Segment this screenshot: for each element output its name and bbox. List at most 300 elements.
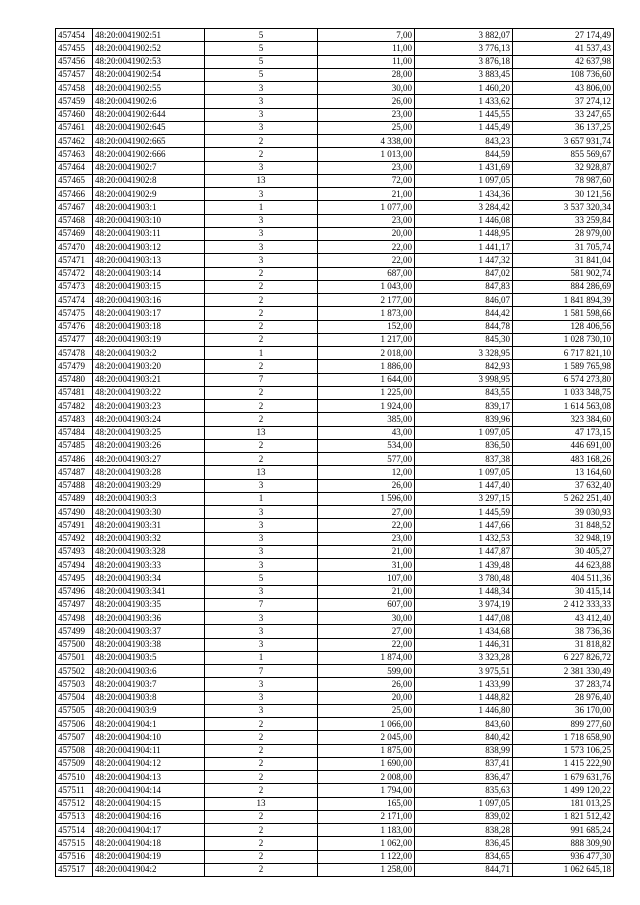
area-cell: 1 596,00: [318, 492, 415, 505]
area-cell: 1 062,00: [318, 837, 415, 850]
group-cell: 3: [205, 82, 318, 95]
cadastral-number-cell: 48:20:0041904:19: [93, 850, 205, 863]
cadastral-value-cell: 1 062 645,18: [513, 863, 614, 876]
cadastral-value-cell: 1 028 730,10: [513, 333, 614, 346]
row-id-cell: 457458: [56, 82, 93, 95]
row-id-cell: 457516: [56, 850, 93, 863]
specific-value-cell: 834,65: [415, 850, 513, 863]
area-cell: 43,00: [318, 426, 415, 439]
row-id-cell: 457499: [56, 625, 93, 638]
table-row: [56, 691, 614, 704]
table-row: [56, 280, 614, 293]
row-id-cell: 457507: [56, 731, 93, 744]
area-cell: 1 225,00: [318, 386, 415, 399]
table-body: [56, 29, 614, 877]
specific-value-cell: 1 441,17: [415, 241, 513, 254]
table-row: [56, 863, 614, 876]
row-id-cell: 457498: [56, 612, 93, 625]
specific-value-cell: 843,55: [415, 386, 513, 399]
group-cell: 3: [205, 585, 318, 598]
specific-value-cell: 1 445,49: [415, 121, 513, 134]
cadastral-number-cell: 48:20:0041903:17: [93, 307, 205, 320]
group-cell: 7: [205, 598, 318, 611]
area-cell: 23,00: [318, 532, 415, 545]
group-cell: 3: [205, 95, 318, 108]
area-cell: 30,00: [318, 82, 415, 95]
row-id-cell: 457514: [56, 824, 93, 837]
row-id-cell: 457512: [56, 797, 93, 810]
row-id-cell: 457477: [56, 333, 93, 346]
area-cell: 577,00: [318, 453, 415, 466]
area-cell: 21,00: [318, 585, 415, 598]
specific-value-cell: 1 448,95: [415, 227, 513, 240]
cadastral-value-cell: 78 987,60: [513, 174, 614, 187]
row-id-cell: 457487: [56, 466, 93, 479]
group-cell: 3: [205, 704, 318, 717]
row-id-cell: 457509: [56, 757, 93, 770]
table-row: [56, 294, 614, 307]
table-row: [56, 598, 614, 611]
table-row: [56, 519, 614, 532]
cadastral-value-cell: 483 168,26: [513, 453, 614, 466]
cadastral-value-cell: 37 283,74: [513, 678, 614, 691]
table-row: [56, 95, 614, 108]
table-row: [56, 651, 614, 664]
group-cell: 3: [205, 479, 318, 492]
group-cell: 2: [205, 307, 318, 320]
cadastral-number-cell: 48:20:0041903:16: [93, 294, 205, 307]
specific-value-cell: 847,83: [415, 280, 513, 293]
group-cell: 5: [205, 42, 318, 55]
area-cell: 12,00: [318, 466, 415, 479]
table-row: [56, 201, 614, 214]
specific-value-cell: 1 448,34: [415, 585, 513, 598]
row-id-cell: 457474: [56, 294, 93, 307]
specific-value-cell: 1 097,05: [415, 466, 513, 479]
row-id-cell: 457482: [56, 400, 93, 413]
cadastral-value-cell: 899 277,60: [513, 718, 614, 731]
area-cell: 23,00: [318, 161, 415, 174]
group-cell: 3: [205, 108, 318, 121]
specific-value-cell: 1 434,36: [415, 188, 513, 201]
cadastral-value-cell: 181 013,25: [513, 797, 614, 810]
cadastral-number-cell: 48:20:0041904:18: [93, 837, 205, 850]
group-cell: 2: [205, 439, 318, 452]
area-cell: 687,00: [318, 267, 415, 280]
cadastral-number-cell: 48:20:0041903:19: [93, 333, 205, 346]
cadastral-value-cell: 39 030,93: [513, 506, 614, 519]
table-row: [56, 29, 614, 42]
specific-value-cell: 836,50: [415, 439, 513, 452]
cadastral-value-cell: 404 511,36: [513, 572, 614, 585]
area-cell: 1 874,00: [318, 651, 415, 664]
row-id-cell: 457481: [56, 386, 93, 399]
area-cell: 21,00: [318, 188, 415, 201]
cadastral-number-cell: 48:20:0041903:30: [93, 506, 205, 519]
cadastral-number-cell: 48:20:0041902:8: [93, 174, 205, 187]
row-id-cell: 457466: [56, 188, 93, 201]
row-id-cell: 457455: [56, 42, 93, 55]
cadastral-number-cell: 48:20:0041904:16: [93, 810, 205, 823]
row-id-cell: 457500: [56, 638, 93, 651]
specific-value-cell: 842,93: [415, 360, 513, 373]
area-cell: 22,00: [318, 254, 415, 267]
table-row: [56, 572, 614, 585]
cadastral-value-cell: 36 137,25: [513, 121, 614, 134]
table-row: [56, 492, 614, 505]
row-id-cell: 457505: [56, 704, 93, 717]
group-cell: 1: [205, 201, 318, 214]
table-row: [56, 638, 614, 651]
cadastral-number-cell: 48:20:0041903:29: [93, 479, 205, 492]
cadastral-number-cell: 48:20:0041903:22: [93, 386, 205, 399]
row-id-cell: 457464: [56, 161, 93, 174]
row-id-cell: 457473: [56, 280, 93, 293]
group-cell: 2: [205, 837, 318, 850]
row-id-cell: 457463: [56, 148, 93, 161]
specific-value-cell: 3 776,13: [415, 42, 513, 55]
group-cell: 2: [205, 280, 318, 293]
cadastral-number-cell: 48:20:0041903:6: [93, 665, 205, 678]
specific-value-cell: 1 446,31: [415, 638, 513, 651]
cadastral-number-cell: 48:20:0041902:666: [93, 148, 205, 161]
row-id-cell: 457468: [56, 214, 93, 227]
cadastral-value-cell: 1 033 348,75: [513, 386, 614, 399]
area-cell: 11,00: [318, 55, 415, 68]
cadastral-value-cell: 6 574 273,80: [513, 373, 614, 386]
area-cell: 2 045,00: [318, 731, 415, 744]
row-id-cell: 457461: [56, 121, 93, 134]
specific-value-cell: 3 974,19: [415, 598, 513, 611]
cadastral-value-cell: 1 415 222,90: [513, 757, 614, 770]
area-cell: 22,00: [318, 241, 415, 254]
row-id-cell: 457511: [56, 784, 93, 797]
group-cell: 3: [205, 121, 318, 134]
specific-value-cell: 838,28: [415, 824, 513, 837]
table-row: [56, 731, 614, 744]
group-cell: 2: [205, 400, 318, 413]
cadastral-value-cell: 6 717 821,10: [513, 347, 614, 360]
row-id-cell: 457479: [56, 360, 93, 373]
table-row: [56, 545, 614, 558]
area-cell: 4 338,00: [318, 135, 415, 148]
specific-value-cell: 1 446,08: [415, 214, 513, 227]
row-id-cell: 457465: [56, 174, 93, 187]
row-id-cell: 457485: [56, 439, 93, 452]
cadastral-number-cell: 48:20:0041903:10: [93, 214, 205, 227]
group-cell: 2: [205, 413, 318, 426]
area-cell: 2 177,00: [318, 294, 415, 307]
row-id-cell: 457515: [56, 837, 93, 850]
cadastral-number-cell: 48:20:0041904:11: [93, 744, 205, 757]
cadastral-value-cell: 1 573 106,25: [513, 744, 614, 757]
area-cell: 23,00: [318, 214, 415, 227]
table-row: [56, 267, 614, 280]
cadastral-number-cell: 48:20:0041903:34: [93, 572, 205, 585]
cadastral-number-cell: 48:20:0041903:12: [93, 241, 205, 254]
area-cell: 27,00: [318, 506, 415, 519]
group-cell: 3: [205, 188, 318, 201]
cadastral-value-cell: 38 736,36: [513, 625, 614, 638]
cadastral-value-cell: 32 948,19: [513, 532, 614, 545]
group-cell: 2: [205, 863, 318, 876]
group-cell: 5: [205, 55, 318, 68]
group-cell: 7: [205, 373, 318, 386]
group-cell: 2: [205, 453, 318, 466]
group-cell: 2: [205, 333, 318, 346]
row-id-cell: 457486: [56, 453, 93, 466]
area-cell: 2 008,00: [318, 771, 415, 784]
cadastral-number-cell: 48:20:0041902:644: [93, 108, 205, 121]
cadastral-value-cell: 3 537 320,34: [513, 201, 614, 214]
area-cell: 599,00: [318, 665, 415, 678]
cadastral-number-cell: 48:20:0041902:665: [93, 135, 205, 148]
table-row: [56, 400, 614, 413]
table-row: [56, 320, 614, 333]
specific-value-cell: 3 297,15: [415, 492, 513, 505]
area-cell: 21,00: [318, 545, 415, 558]
table-row: [56, 347, 614, 360]
row-id-cell: 457469: [56, 227, 93, 240]
specific-value-cell: 1 097,05: [415, 797, 513, 810]
group-cell: 2: [205, 731, 318, 744]
group-cell: 3: [205, 254, 318, 267]
row-id-cell: 457470: [56, 241, 93, 254]
row-id-cell: 457504: [56, 691, 93, 704]
specific-value-cell: 837,41: [415, 757, 513, 770]
row-id-cell: 457475: [56, 307, 93, 320]
cadastral-value-cell: 30 405,27: [513, 545, 614, 558]
cadastral-number-cell: 48:20:0041903:28: [93, 466, 205, 479]
table-row: [56, 532, 614, 545]
cadastral-value-cell: 31 848,52: [513, 519, 614, 532]
cadastral-value-cell: 581 902,74: [513, 267, 614, 280]
area-cell: 1 122,00: [318, 850, 415, 863]
group-cell: 3: [205, 612, 318, 625]
group-cell: 3: [205, 678, 318, 691]
specific-value-cell: 843,60: [415, 718, 513, 731]
row-id-cell: 457492: [56, 532, 93, 545]
specific-value-cell: 845,30: [415, 333, 513, 346]
cadastral-number-cell: 48:20:0041903:23: [93, 400, 205, 413]
cadastral-value-cell: 1 821 512,42: [513, 810, 614, 823]
specific-value-cell: 840,42: [415, 731, 513, 744]
group-cell: 13: [205, 426, 318, 439]
cadastral-number-cell: 48:20:0041904:1: [93, 718, 205, 731]
cadastral-number-cell: 48:20:0041903:9: [93, 704, 205, 717]
group-cell: 2: [205, 320, 318, 333]
cadastral-value-cell: 33 247,65: [513, 108, 614, 121]
row-id-cell: 457496: [56, 585, 93, 598]
cadastral-value-cell: 36 170,00: [513, 704, 614, 717]
specific-value-cell: 1 434,68: [415, 625, 513, 638]
row-id-cell: 457471: [56, 254, 93, 267]
cadastral-number-cell: 48:20:0041903:33: [93, 559, 205, 572]
table-row: [56, 108, 614, 121]
row-id-cell: 457503: [56, 678, 93, 691]
group-cell: 2: [205, 810, 318, 823]
specific-value-cell: 1 447,40: [415, 479, 513, 492]
row-id-cell: 457494: [56, 559, 93, 572]
specific-value-cell: 1 447,08: [415, 612, 513, 625]
cadastral-value-cell: 31 818,82: [513, 638, 614, 651]
cadastral-value-cell: 888 309,90: [513, 837, 614, 850]
group-cell: 3: [205, 161, 318, 174]
cadastral-value-cell: 33 259,84: [513, 214, 614, 227]
table-row: [56, 82, 614, 95]
cadastral-value-cell: 44 623,88: [513, 559, 614, 572]
area-cell: 1 043,00: [318, 280, 415, 293]
cadastral-value-cell: 41 537,43: [513, 42, 614, 55]
group-cell: 2: [205, 386, 318, 399]
table-row: [56, 386, 614, 399]
specific-value-cell: 1 445,59: [415, 506, 513, 519]
cadastral-number-cell: 48:20:0041904:12: [93, 757, 205, 770]
cadastral-number-cell: 48:20:0041904:13: [93, 771, 205, 784]
group-cell: 3: [205, 545, 318, 558]
cadastral-number-cell: 48:20:0041904:15: [93, 797, 205, 810]
row-id-cell: 457476: [56, 320, 93, 333]
group-cell: 3: [205, 214, 318, 227]
cadastral-value-cell: 1 718 658,90: [513, 731, 614, 744]
specific-value-cell: 839,96: [415, 413, 513, 426]
cadastral-value-cell: 31 705,74: [513, 241, 614, 254]
table-row: [56, 665, 614, 678]
area-cell: 1 873,00: [318, 307, 415, 320]
area-cell: 2 171,00: [318, 810, 415, 823]
group-cell: 2: [205, 718, 318, 731]
specific-value-cell: 1 447,66: [415, 519, 513, 532]
cadastral-value-cell: 31 841,04: [513, 254, 614, 267]
table-row: [56, 360, 614, 373]
group-cell: 13: [205, 797, 318, 810]
row-id-cell: 457490: [56, 506, 93, 519]
specific-value-cell: 3 882,07: [415, 29, 513, 42]
area-cell: 165,00: [318, 797, 415, 810]
group-cell: 3: [205, 638, 318, 651]
group-cell: 2: [205, 267, 318, 280]
row-id-cell: 457483: [56, 413, 93, 426]
table-row: [56, 506, 614, 519]
specific-value-cell: 844,59: [415, 148, 513, 161]
specific-value-cell: 1 439,48: [415, 559, 513, 572]
area-cell: 1 077,00: [318, 201, 415, 214]
group-cell: 2: [205, 771, 318, 784]
cadastral-number-cell: 48:20:0041903:1: [93, 201, 205, 214]
cadastral-value-cell: 936 477,30: [513, 850, 614, 863]
table-row: [56, 307, 614, 320]
cadastral-value-cell: 3 657 931,74: [513, 135, 614, 148]
table-row: [56, 704, 614, 717]
specific-value-cell: 839,17: [415, 400, 513, 413]
row-id-cell: 457513: [56, 810, 93, 823]
area-cell: 1 875,00: [318, 744, 415, 757]
cadastral-number-cell: 48:20:0041903:26: [93, 439, 205, 452]
cadastral-number-cell: 48:20:0041903:3: [93, 492, 205, 505]
cadastral-number-cell: 48:20:0041903:8: [93, 691, 205, 704]
cadastral-number-cell: 48:20:0041902:54: [93, 68, 205, 81]
area-cell: 107,00: [318, 572, 415, 585]
cadastral-value-cell: 28 979,00: [513, 227, 614, 240]
cadastral-value-cell: 5 262 251,40: [513, 492, 614, 505]
group-cell: 3: [205, 519, 318, 532]
table-row: [56, 757, 614, 770]
cadastral-number-cell: 48:20:0041903:21: [93, 373, 205, 386]
row-id-cell: 457495: [56, 572, 93, 585]
cadastral-value-cell: 1 679 631,76: [513, 771, 614, 784]
cadastral-number-cell: 48:20:0041903:38: [93, 638, 205, 651]
area-cell: 607,00: [318, 598, 415, 611]
area-cell: 26,00: [318, 479, 415, 492]
group-cell: 5: [205, 572, 318, 585]
area-cell: 1 644,00: [318, 373, 415, 386]
specific-value-cell: 1 447,87: [415, 545, 513, 558]
specific-value-cell: 1 448,82: [415, 691, 513, 704]
table-row: [56, 174, 614, 187]
table-row: [56, 585, 614, 598]
area-cell: 26,00: [318, 95, 415, 108]
table-row: [56, 479, 614, 492]
row-id-cell: 457497: [56, 598, 93, 611]
table-row: [56, 161, 614, 174]
cadastral-number-cell: 48:20:0041903:18: [93, 320, 205, 333]
cadastral-number-cell: 48:20:0041902:53: [93, 55, 205, 68]
cadastral-value-cell: 108 736,60: [513, 68, 614, 81]
table-row: [56, 559, 614, 572]
specific-value-cell: 1 446,80: [415, 704, 513, 717]
area-cell: 2 018,00: [318, 347, 415, 360]
cadastral-value-cell: 37 274,12: [513, 95, 614, 108]
cadastral-value-cell: 42 637,98: [513, 55, 614, 68]
row-id-cell: 457459: [56, 95, 93, 108]
table-row: [56, 55, 614, 68]
specific-value-cell: 844,78: [415, 320, 513, 333]
cadastral-number-cell: 48:20:0041903:7: [93, 678, 205, 691]
area-cell: 23,00: [318, 108, 415, 121]
table-row: [56, 254, 614, 267]
group-cell: 3: [205, 506, 318, 519]
table-row: [56, 797, 614, 810]
cadastral-number-cell: 48:20:0041903:20: [93, 360, 205, 373]
specific-value-cell: 837,38: [415, 453, 513, 466]
specific-value-cell: 1 431,69: [415, 161, 513, 174]
cadastral-value-cell: 1 841 894,39: [513, 294, 614, 307]
cadastral-value-cell: 1 499 120,22: [513, 784, 614, 797]
table-row: [56, 333, 614, 346]
specific-value-cell: 3 323,28: [415, 651, 513, 664]
group-cell: 3: [205, 532, 318, 545]
specific-value-cell: 3 883,45: [415, 68, 513, 81]
group-cell: 2: [205, 135, 318, 148]
group-cell: 1: [205, 492, 318, 505]
group-cell: 3: [205, 625, 318, 638]
area-cell: 26,00: [318, 678, 415, 691]
table-row: [56, 784, 614, 797]
group-cell: 2: [205, 744, 318, 757]
cadastral-value-cell: 991 685,24: [513, 824, 614, 837]
area-cell: 1 258,00: [318, 863, 415, 876]
cadastral-value-cell: 884 286,69: [513, 280, 614, 293]
specific-value-cell: 3 998,95: [415, 373, 513, 386]
cadastral-number-cell: 48:20:0041903:15: [93, 280, 205, 293]
group-cell: 2: [205, 294, 318, 307]
cadastral-value-cell: 446 691,00: [513, 439, 614, 452]
table-row: [56, 373, 614, 386]
table-row: [56, 466, 614, 479]
row-id-cell: 457462: [56, 135, 93, 148]
area-cell: 1 183,00: [318, 824, 415, 837]
row-id-cell: 457502: [56, 665, 93, 678]
